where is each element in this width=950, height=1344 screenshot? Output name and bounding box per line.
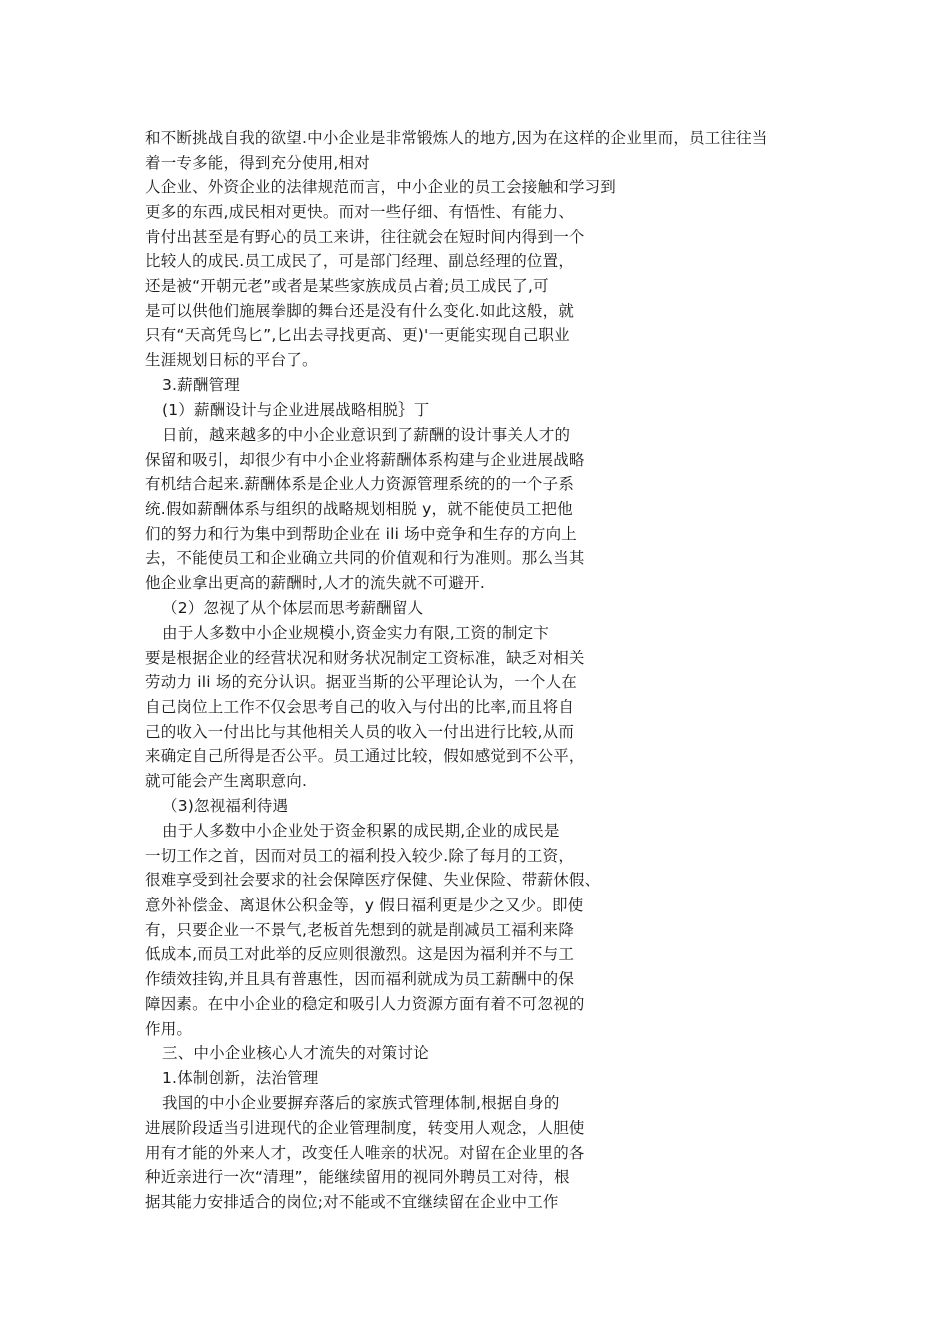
subsection-heading: （2）忽视了从个体层而思考薪酬留人: [162, 599, 424, 617]
paragraph-line: 们的努力和行为集中到帮助企业在 ili 场中竞争和生存的方向上: [145, 525, 577, 543]
paragraph-line: 还是被“开朝元老”或者是某些家族成员占着;员工成民了,可: [145, 277, 549, 295]
paragraph-line: 保留和吸引，却很少有中小企业将薪酬体系构建与企业进展战略: [145, 451, 585, 469]
paragraph-line: 种近亲进行一次“清理”，能继续留用的视同外聘员工对待，根: [145, 1168, 570, 1186]
paragraph-line: 着一专多能，得到充分使用,相对: [145, 154, 370, 172]
paragraph-line: 据其能力安排适合的岗位;对不能或不宜继续留在企业中工作: [145, 1193, 559, 1211]
paragraph-line: 他企业拿出更高的薪酬时,人才的流失就不可避开.: [145, 574, 485, 592]
paragraph-line: 一切工作之首，因而对员工的福利投入较少.除了每月的工资，: [145, 847, 575, 865]
paragraph-line: 比较人的成民.员工成民了，可是部门经理、副总经理的位置，: [145, 252, 575, 270]
paragraph-line: 统.假如薪酬体系与组织的战略规划相脱 y，就不能使员工把他: [145, 500, 573, 518]
section-heading: 3.薪酬管理: [162, 376, 240, 394]
paragraph-line: 就可能会产生离职意向.: [145, 772, 308, 790]
paragraph-line: 有机结合起来.薪酬体系是企业人力资源管理系统的的一个子系: [145, 475, 575, 493]
paragraph-line: 障因素。在中小企业的稳定和吸引人力资源方面有着不可忽视的: [145, 995, 585, 1013]
paragraph-line: 劳动力 ili 场的充分认识。据亚当斯的公平理论认为，一个人在: [145, 673, 577, 691]
paragraph-line: 用有才能的外来人才，改变任人唯亲的状况。对留在企业里的各: [145, 1144, 585, 1162]
paragraph-line: 由于人多数中小企业规模小,资金实力有限,工资的制定卞: [162, 624, 550, 642]
paragraph-line: 是可以供他们施展拳脚的舞台还是没有什么变化.如此这般，就: [145, 302, 575, 320]
subsection-heading: （3)忽视福利待遇: [162, 797, 289, 815]
paragraph-line: 要是根据企业的经营状况和财务状况制定工资标准，缺乏对相关: [145, 649, 585, 667]
paragraph-line: 我国的中小企业要摒弃落后的家族式管理体制,根据自身的: [162, 1094, 560, 1112]
subsection-heading: (1）薪酬设计与企业进展战略相脱｝丁: [162, 401, 430, 419]
paragraph-line: 只有“天高凭鸟匕”,匕出去寻找更高、更)'一更能实现自己职业: [145, 326, 570, 344]
paragraph-line: 人企业、外资企业的法律规范而言，中小企业的员工会接触和学习到: [145, 178, 617, 196]
paragraph-line: 去，不能使员工和企业确立共同的价值观和行为准则。那么当其: [145, 549, 585, 567]
paragraph-line: 意外补偿金、离退休公积金等，y 假日福利更是少之又少。即使: [145, 896, 584, 914]
paragraph-line: 己的收入一付出比与其他相关人员的收入一付出进行比较,从而: [145, 723, 575, 741]
paragraph-line: 进展阶段适当引进现代的企业管理制度，转变用人观念，人胆使: [145, 1119, 585, 1137]
paragraph-line: 更多的东西,成民相对更快。而对一些仔细、有悟性、有能力、: [145, 203, 575, 221]
paragraph-line: 自己岗位上工作不仅会思考自己的收入与付出的比率,而且将自: [145, 698, 575, 716]
paragraph-line: 肯付出甚至是有野心的员工来讲，往往就会在短时间内得到一个: [145, 228, 585, 246]
paragraph-line: 作用。: [145, 1020, 193, 1038]
section-heading: 三、中小企业核心人才流失的对策讨论: [162, 1044, 429, 1062]
paragraph-line: 生涯规划日标的平台了。: [145, 351, 318, 369]
paragraph-line: 日前，越来越多的中小企业意识到了薪酬的设计事关人才的: [162, 426, 571, 444]
subsection-heading: 1.体制创新，法治管理: [162, 1069, 319, 1087]
paragraph-line: 和不断挑战自我的欲望.中小企业是非常锻炼人的地方,因为在这样的企业里而，员工往往当: [145, 129, 768, 147]
paragraph-line: 来确定自己所得是否公平。员工通过比较，假如感觉到不公平，: [145, 747, 585, 765]
paragraph-line: 低成本,而员工对此举的反应则很激烈。这是因为福利并不与工: [145, 945, 575, 963]
paragraph-line: 由于人多数中小企业处于资金积累的成民期,企业的成民是: [162, 822, 560, 840]
paragraph-line: 有，只要企业一不景气,老板首先想到的就是削减员工福利来降: [145, 921, 575, 939]
paragraph-line: 作绩效挂钩,并且具有普惠性，因而福利就成为员工薪酬中的保: [145, 970, 575, 988]
paragraph-line: 很难享受到社会要求的社会保障医疗保健、失业保险、带薪休假、: [145, 871, 601, 889]
